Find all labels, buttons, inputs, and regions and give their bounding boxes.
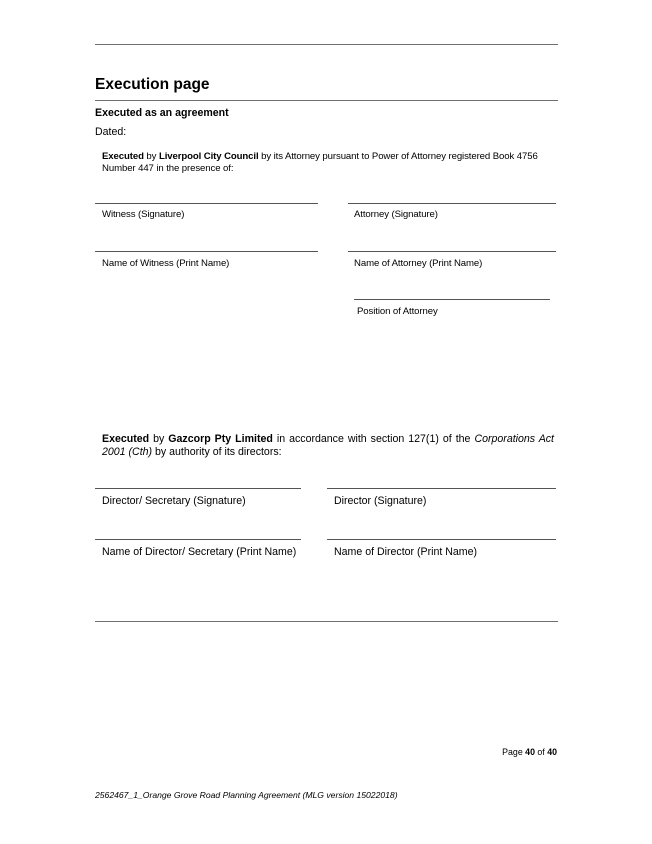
- title-underline: [95, 100, 558, 101]
- executed-as-heading: Executed as an agreement: [95, 107, 229, 119]
- page-current: 40: [525, 747, 535, 757]
- document-reference: 2562467_1_Orange Grove Road Planning Agreement (MLG version 15022018): [95, 790, 398, 800]
- attorney-name-label: Name of Attorney (Print Name): [354, 258, 483, 269]
- company-party-name: Gazcorp Pty Limited: [168, 433, 273, 445]
- witness-name-label: Name of Witness (Print Name): [102, 258, 230, 269]
- page-total: 40: [547, 747, 557, 757]
- director-name-label: Name of Director (Print Name): [334, 546, 478, 558]
- attorney-signature-line: [348, 203, 556, 204]
- director-secretary-name-label: Name of Director/ Secretary (Print Name): [102, 546, 297, 558]
- header-rule: [95, 44, 558, 45]
- attorney-name-line: [348, 251, 556, 252]
- witness-name-line: [95, 251, 318, 252]
- director-name-line: [327, 539, 556, 540]
- act-name: Corporations Act 2001 (Cth): [102, 433, 554, 458]
- council-party-name: Liverpool City Council: [158, 151, 259, 162]
- company-execution-clause: Executed by Gazcorp Pty Limited in accordance with section 127(1) of the Corporations Act 2001 (Cth) by authority of its directors:: [102, 433, 554, 458]
- witness-signature-line: [95, 203, 318, 204]
- director-signature-label: Director (Signature): [334, 495, 427, 507]
- witness-signature-label: Witness (Signature): [102, 209, 185, 220]
- director-secretary-signature-line: [95, 488, 301, 489]
- director-secretary-signature-label: Director/ Secretary (Signature): [102, 495, 246, 507]
- director-secretary-name-line: [95, 539, 301, 540]
- section-end-rule: [95, 621, 558, 622]
- dated-label: Dated:: [95, 126, 127, 138]
- attorney-signature-label: Attorney (Signature): [354, 209, 438, 220]
- attorney-position-line: [354, 299, 550, 300]
- director-signature-line: [327, 488, 556, 489]
- page-title: Execution page: [95, 76, 210, 93]
- executed-word: Executed: [102, 433, 150, 445]
- executed-word: Executed: [102, 151, 144, 162]
- council-execution-clause: Executed by Liverpool City Council by its Attorney pursuant to Power of Attorney registered Book 4756 Number 447 in the presence of:: [102, 151, 538, 174]
- attorney-position-label: Position of Attorney: [357, 306, 438, 317]
- page-number: Page 40 of 40: [502, 747, 557, 757]
